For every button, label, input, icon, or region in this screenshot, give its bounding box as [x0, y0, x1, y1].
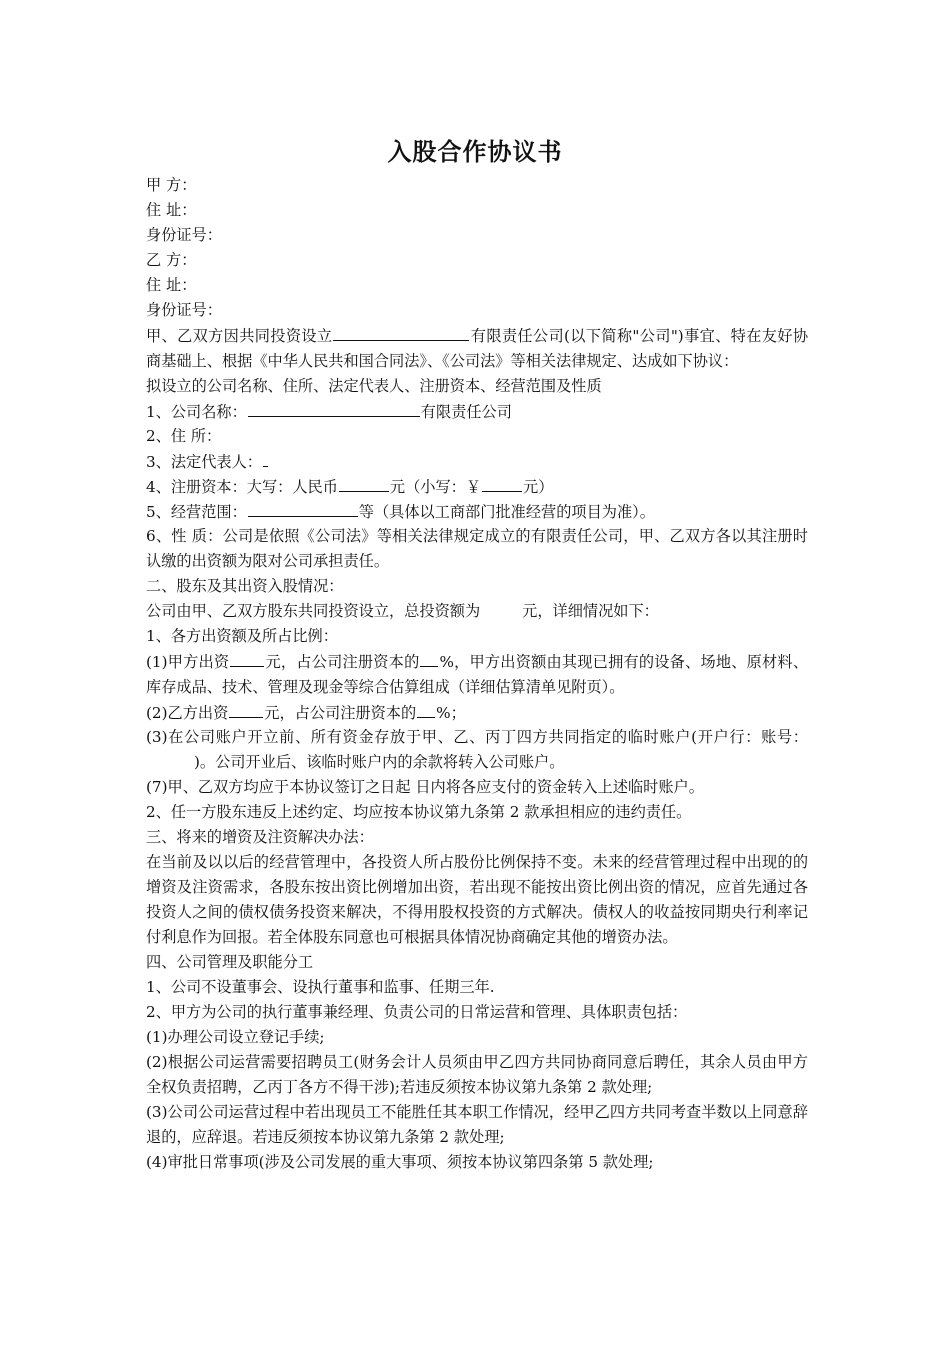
temporary-account-text-start: (3)在公司账户开立前、所有资金存放于甲、乙、丙丁四方共同指定的临时账户(开户行：账号： [146, 728, 808, 746]
temporary-account-text-end: )。公司开业后、该临时账户内的余款将转入公司账户。 [194, 753, 565, 771]
intro-paragraph [146, 323, 808, 374]
dismissal-duty-paragraph: (3)公司公司运营过程中若出现员工不能胜任其本职工作情况，经甲乙四方共同考查半数以上同意辞退的，应辞退。若违反须按本协议第九条第 2 款处理; [146, 1103, 808, 1146]
party-b-contribution-line [146, 700, 808, 725]
approval-duty-line: (4)审批日常事项(涉及公司发展的重大事项、须按本协议第四条第 5 款处理; [146, 1153, 654, 1171]
party-a-contribution-paragraph [146, 649, 808, 700]
legal-rep-blank [263, 449, 268, 467]
party-b-id-line: 身份证号： [146, 301, 222, 319]
legal-rep-line [146, 449, 808, 474]
party-a-percent-blank [420, 649, 438, 667]
recruitment-duty-paragraph: (2)根据公司运营需要招聘员工(财务会计人员须由甲乙四方共同协商同意后聘任，其余人员由甲方全权负责招聘，乙丙丁各方不得干涉);若违反须按本协议第九条第 2 款处理; [146, 1053, 808, 1096]
total-investment-text-start: 公司由甲、乙双方股东共同投资设立，总投资额为 [146, 602, 481, 620]
total-investment-text-end: 元，详细情况如下： [522, 602, 659, 620]
temporary-account-paragraph [146, 725, 808, 775]
document-body [146, 173, 808, 1175]
company-name-label: 1、公司名称： [146, 403, 247, 421]
company-address-line: 2、住 所： [146, 427, 222, 445]
legal-rep-label: 3、法定代表人： [146, 453, 262, 471]
section3-heading: 三、将来的增资及注资解决办法： [146, 828, 374, 846]
party-b-contribution-mid: 元，占公司注册资本的 [264, 704, 417, 722]
capital-words-blank [339, 474, 389, 492]
party-a-amount-blank [230, 649, 264, 667]
company-name-blank [248, 399, 420, 417]
party-b-line: 乙 方： [146, 251, 197, 269]
business-scope-label: 5、经营范围： [146, 503, 247, 521]
capital-end: 元） [523, 478, 554, 496]
section1-heading: 拟设立的公司名称、住所、法定代表人、注册资本、经营范围及性质 [146, 377, 602, 395]
party-a-contribution-end: %，甲方出资额由其现已拥有的设备、场地、原材料、库存成品、技术、管理及现金等综合估算组成（详细估算清单见附页）。 [146, 653, 809, 696]
company-name-line [146, 399, 808, 424]
total-investment-line [146, 599, 808, 624]
party-a-id-line: 身份证号： [146, 226, 222, 244]
party-b-amount-blank [229, 700, 263, 718]
capital-increase-paragraph: 在当前及以以后的经营管理中，各投资人所占股份比例保持不变。未来的经营管理过程中出现的的增资及注资需求，各股东按出资比例增加出资，若出现不能按出资比例出资的情况，应首先通过各投资人之间的债权债务投资来解决，不得用股权投资的方式解决。债权人的收益按同期央行利率记付利息作为回报。若全体股东同意也可根据具体情况协商确定其他的增资办法。 [146, 853, 808, 946]
executive-director-line: 2、甲方为公司的执行董事兼经理、负责公司的日常运营和管理、具体职责包括： [146, 1003, 688, 1021]
board-line: 1、公司不设董事会、设执行董事和监事、任期三年. [146, 978, 495, 996]
business-scope-blank [248, 499, 358, 517]
registration-duty-line: (1)办理公司设立登记手续; [146, 1028, 325, 1046]
party-a-address-line: 住 址： [146, 201, 197, 219]
capital-number-blank [482, 474, 522, 492]
breach-line: 2、任一方股东违反上述约定、均应按本协议第九条第 2 款承担相应的违约责任。 [146, 803, 692, 821]
intro-text-end: 有限责任公司(以下简称"公司")事宜、特在友好协商基础上、根据《中华人民共和国合同法》、《公司法》等相关法律规定、达成如下协议： [146, 327, 809, 370]
company-blank [333, 323, 469, 341]
intro-text-start: 甲、乙双方因共同投资设立 [146, 327, 333, 345]
company-name-suffix: 有限责任公司 [420, 403, 512, 421]
party-a-contribution-mid: 元，占公司注册资本的 [265, 653, 420, 671]
business-scope-line [146, 499, 808, 524]
capital-line [146, 474, 808, 499]
business-scope-suffix: 等（具体以工商部门批准经营的项目为准）。 [358, 503, 655, 521]
capital-mid: 元（小写：￥ [389, 478, 482, 496]
party-a-line: 甲 方： [146, 176, 197, 194]
party-a-contribution-start: (1)甲方出资 [146, 653, 230, 671]
company-nature-paragraph: 6、性 质：公司是依照《公司法》等相关法律规定成立的有限责任公司，甲、乙双方各以其注册时认缴的出资额为限对公司承担责任。 [146, 527, 808, 570]
section2-heading: 二、股东及其出资入股情况： [146, 577, 344, 595]
party-b-percent-blank [417, 700, 435, 718]
party-b-contribution-end: %； [436, 704, 466, 722]
fund-transfer-line: (7)甲、乙双方均应于本协议签订之日起 日内将各应支付的资金转入上述临时账户。 [146, 778, 704, 796]
section4-heading: 四、公司管理及职能分工 [146, 953, 314, 971]
capital-label: 4、注册资本：大写：人民币 [146, 478, 338, 496]
contribution-heading: 1、各方出资额及所占比例： [146, 627, 338, 645]
party-b-contribution-start: (2)乙方出资 [146, 704, 229, 722]
document-title: 入股合作协议书 [387, 137, 563, 166]
party-b-address-line: 住 址： [146, 276, 197, 294]
